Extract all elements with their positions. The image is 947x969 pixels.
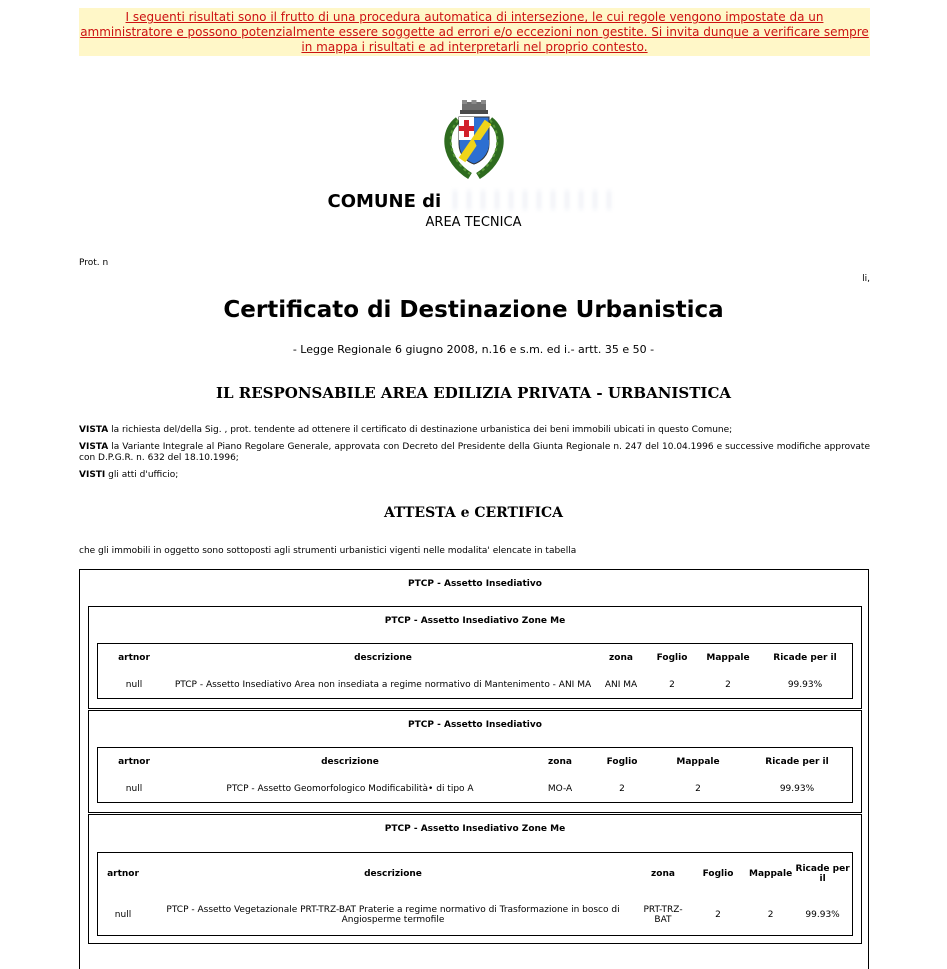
place-date: li, <box>862 274 870 284</box>
vista-label: VISTA <box>79 425 109 435</box>
vista-text: la richiesta del/della Sig. , prot. tendente ad ottenere il certificato di destinazione urbanistica dei beni immobili ubicati in questo Comune; <box>108 425 733 435</box>
cell-descrizione: PTCP - Assetto Insediativo Area non insediata a regime normativo di Mantenimento - ANI MA <box>174 680 592 690</box>
result-block <box>88 606 862 709</box>
result-table <box>97 747 853 803</box>
disclaimer-text[interactable]: I seguenti risultati sono il frutto di una procedura automatica di intersezione, le cui regole vengono impostate da un amministratore e possono potenzialmente essere soggette ad errori e/o eccezioni non gestite. Si invita dunque a verificare sempre in mappa i risultati e ad interpretarli nel proprio contesto. <box>80 10 869 54</box>
col-foglio: Foglio <box>656 653 688 663</box>
responsible-heading: IL RESPONSABILE AREA EDILIZIA PRIVATA - URBANISTICA <box>215 384 732 402</box>
vista-request <box>79 425 870 436</box>
cell-ricade: 99.93% <box>787 680 823 690</box>
disclaimer-notice[interactable] <box>79 8 870 56</box>
result-block <box>88 814 862 944</box>
cell-foglio: 2 <box>619 784 625 794</box>
municipality-prefix: COMUNE di <box>327 191 442 212</box>
col-descrizione: descrizione <box>321 757 379 767</box>
col-artnor: artnor <box>118 653 150 663</box>
coat-of-arms-icon <box>440 100 508 180</box>
col-foglio: Foglio <box>606 757 638 767</box>
table-header-row <box>98 644 852 672</box>
col-descrizione: descrizione <box>354 653 412 663</box>
block-title: PTCP - Assetto Insediativo <box>408 720 542 730</box>
department-name: AREA TECNICA <box>425 215 522 230</box>
cell-ricade: 99.93% <box>805 910 840 920</box>
cell-artnor: null <box>125 784 143 794</box>
municipality-name <box>0 190 947 212</box>
col-artnor: artnor <box>118 757 150 767</box>
vista-label: VISTA <box>79 442 109 452</box>
col-foglio: Foglio <box>702 869 734 879</box>
attesta-heading: ATTESTA e CERTIFICA <box>383 505 564 521</box>
cell-mappale: 2 <box>695 784 701 794</box>
col-ricade: Ricade per il <box>773 653 837 663</box>
cell-artnor: null <box>125 680 143 690</box>
col-mappale: Mappale <box>676 757 720 767</box>
block-title: PTCP - Assetto Insediativo Zone Me <box>384 616 566 626</box>
cell-artnor: null <box>114 910 132 920</box>
cell-ricade: 99.93% <box>779 784 815 794</box>
col-mappale: Mappale <box>706 653 750 663</box>
cell-descrizione: PTCP - Assetto Geomorfologico Modificabilità• di tipo A <box>226 784 474 794</box>
redacted-name <box>448 190 620 210</box>
col-descrizione: descrizione <box>364 869 422 879</box>
visti-atti <box>79 470 870 481</box>
document-subtitle: - Legge Regionale 6 giugno 2008, n.16 e s.m. ed i.- artt. 35 e 50 - <box>292 343 655 356</box>
vista-text: la Variante Integrale al Piano Regolare Generale, approvata con Decreto del Presidente della Giunta Regionale n. 247 del 10.04.1996 e successive modifiche approvate con D.P.G.R. n. 632 del 18.10.1996; <box>79 442 870 463</box>
cell-zona: PRT-TRZ-BAT <box>643 905 683 925</box>
cell-zona: MO-A <box>547 784 573 794</box>
cell-mappale: 2 <box>767 910 774 920</box>
visti-label: VISTI <box>79 470 106 480</box>
block-title: PTCP - Assetto Insediativo Zone Me <box>384 824 566 834</box>
col-ricade: Ricade per il <box>795 864 850 884</box>
col-ricade: Ricade per il <box>765 757 829 767</box>
cell-mappale: 2 <box>725 680 731 690</box>
table-row <box>98 776 852 802</box>
col-zona: zona <box>609 653 633 663</box>
visti-text: gli atti d'ufficio; <box>105 470 179 480</box>
cell-zona: ANI MA <box>604 680 638 690</box>
result-table <box>97 643 853 699</box>
table-row <box>98 895 852 935</box>
table-row <box>98 672 852 698</box>
result-block <box>88 710 862 813</box>
cell-foglio: 2 <box>669 680 675 690</box>
outer-table-title: PTCP - Assetto Insediativo <box>408 579 542 589</box>
intro-text: che gli immobili in oggetto sono sottoposti agli strumenti urbanistici vigenti nelle modalita' elencate in tabella <box>79 546 577 556</box>
protocol-number: Prot. n <box>79 258 109 268</box>
vista-variante <box>79 442 870 464</box>
results-table <box>79 569 869 969</box>
table-header-row <box>98 748 852 776</box>
table-header-row <box>98 853 852 895</box>
col-mappale: Mappale <box>749 869 793 879</box>
col-artnor: artnor <box>107 869 139 879</box>
result-table <box>97 852 853 936</box>
document-title: Certificato di Destinazione Urbanistica <box>223 297 724 323</box>
cell-descrizione: PTCP - Assetto Vegetazionale PRT-TRZ-BAT Praterie a regime normativo di Trasformazione in bosco di Angiosperme termofile <box>166 905 620 925</box>
col-zona: zona <box>548 757 572 767</box>
cell-foglio: 2 <box>715 910 721 920</box>
col-zona: zona <box>651 869 675 879</box>
